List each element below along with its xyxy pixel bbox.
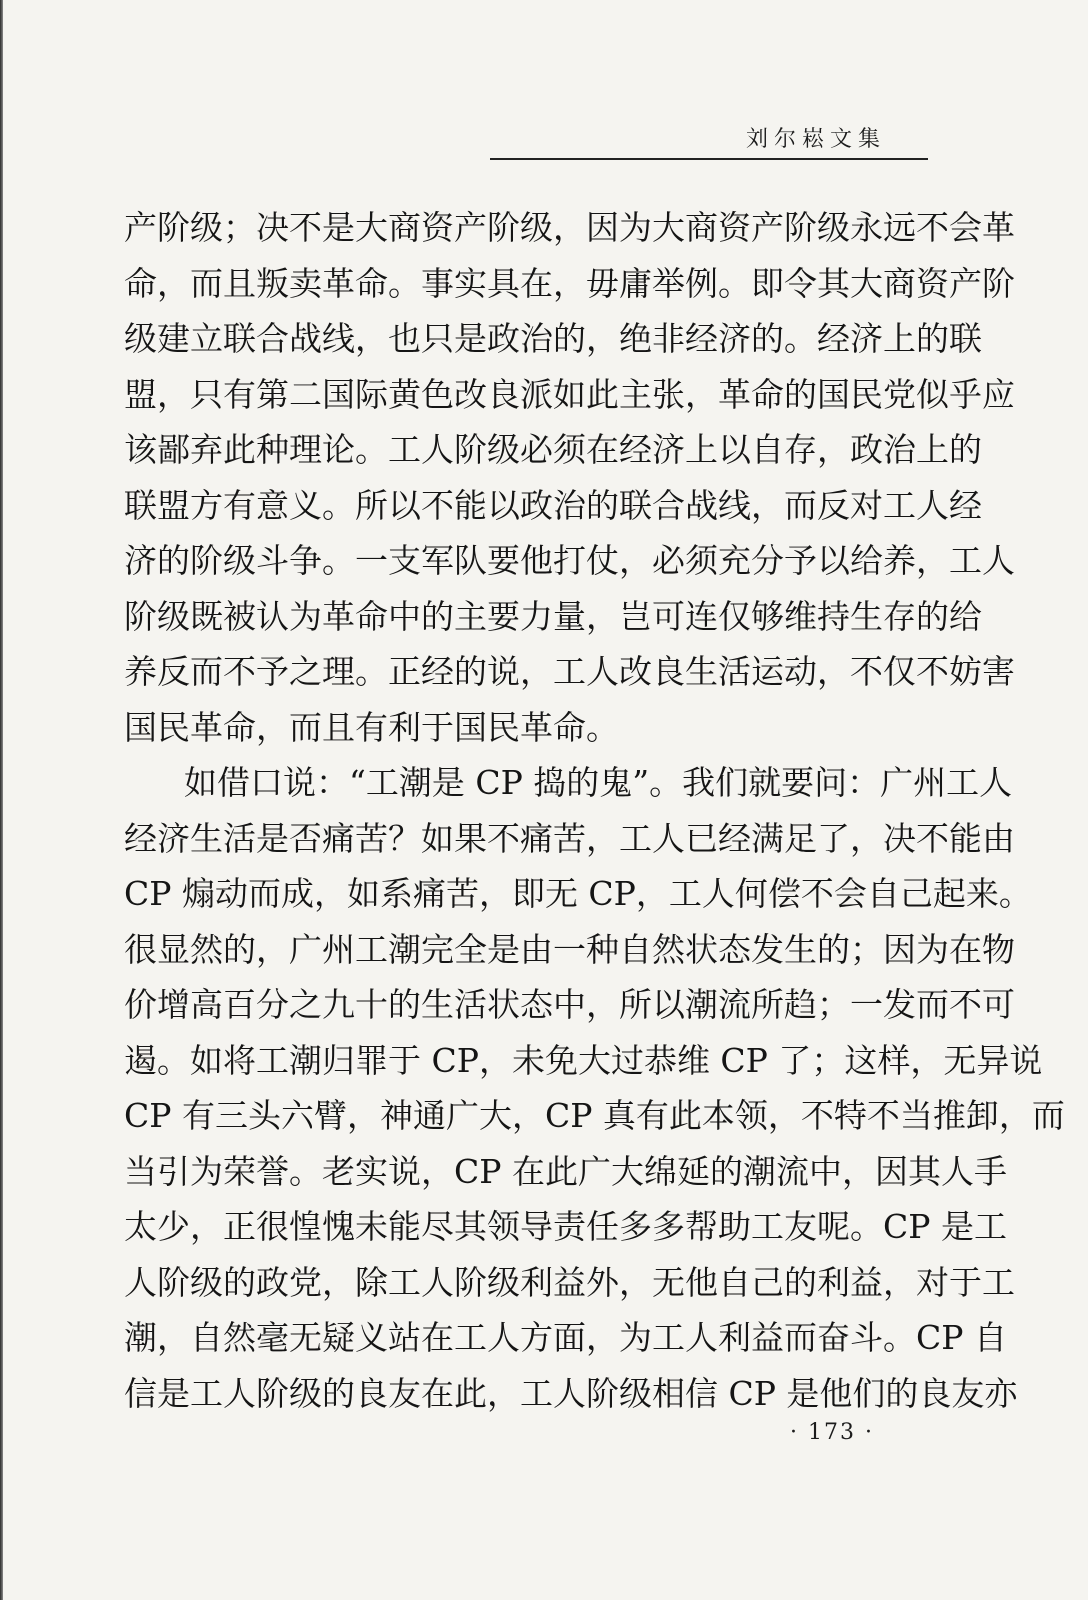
text-line: 遏。如将工潮归罪于 CP，未免大过恭维 CP 了；这样，无异说: [124, 1040, 1043, 1080]
text-line: 国民革命，而且有利于国民革命。: [124, 707, 619, 747]
text-line: 级建立联合战线，也只是政治的，绝非经济的。经济上的联: [124, 319, 982, 358]
body-text: [124, 200, 1065, 1421]
text-line: 信是工人阶级的良友在此，工人阶级相信 CP 是他们的良友亦: [124, 1373, 1018, 1413]
text-line: 太少，正很惶愧未能尽其领导责任多多帮助工友呢。CP 是工: [124, 1207, 1007, 1246]
text-line: 命，而且叛卖革命。事实具在，毋庸举例。即令其大商资产阶: [124, 263, 1015, 303]
text-line: 价增高百分之九十的生活状态中，所以潮流所趋；一发而不可: [124, 985, 1015, 1024]
text-line: 联盟方有意义。所以不能以政治的联合战线，而反对工人经: [124, 485, 982, 525]
text-line: CP 有三头六臂，神通广大，CP 真有此本领，不特不当推卸，而: [124, 1096, 1065, 1135]
text-line: 该鄙弃此种理论。工人阶级必须在经济上以自存，政治上的: [124, 430, 982, 469]
paragraph-1: [124, 200, 1015, 755]
header-rule: [490, 158, 928, 160]
text-line: 潮，自然毫无疑义站在工人方面，为工人利益而奋斗。CP 自: [124, 1318, 1007, 1357]
text-line: 经济生活是否痛苦？如果不痛苦，工人已经满足了，决不能由: [124, 818, 1015, 858]
text-line: 济的阶级斗争。一支军队要他打仗，必须充分予以给养，工人: [124, 541, 1015, 580]
text-line: 人阶级的政党，除工人阶级利益外，无他自己的利益，对于工: [124, 1262, 1015, 1302]
text-line: 盟，只有第二国际黄色改良派如此主张，革命的国民党似乎应: [124, 374, 1015, 414]
text-line: CP 煽动而成，如系痛苦，即无 CP，工人何偿不会自己起来。: [124, 874, 1032, 913]
text-line: 产阶级；决不是大商资产阶级，因为大商资产阶级永远不会革: [124, 208, 1015, 247]
running-head-title: 刘尔崧文集: [745, 127, 886, 152]
page-binding-edge: [0, 0, 3, 1600]
text-line: 养反而不予之理。正经的说，工人改良生活运动，不仅不妨害: [124, 652, 1015, 691]
page-number: · 173 ·: [790, 1420, 874, 1445]
text-line: 如借口说：“工潮是 CP 捣的鬼”。我们就要问：广州工人: [184, 763, 1013, 802]
text-line: 阶级既被认为革命中的主要力量，岂可连仅够维持生存的给: [124, 596, 982, 636]
text-line: 当引为荣誉。老实说，CP 在此广大绵延的潮流中，因其人手: [124, 1151, 1007, 1191]
paragraph-2: [124, 755, 1065, 1421]
text-line: 很显然的，广州工潮完全是由一种自然状态发生的；因为在物: [124, 929, 1015, 969]
